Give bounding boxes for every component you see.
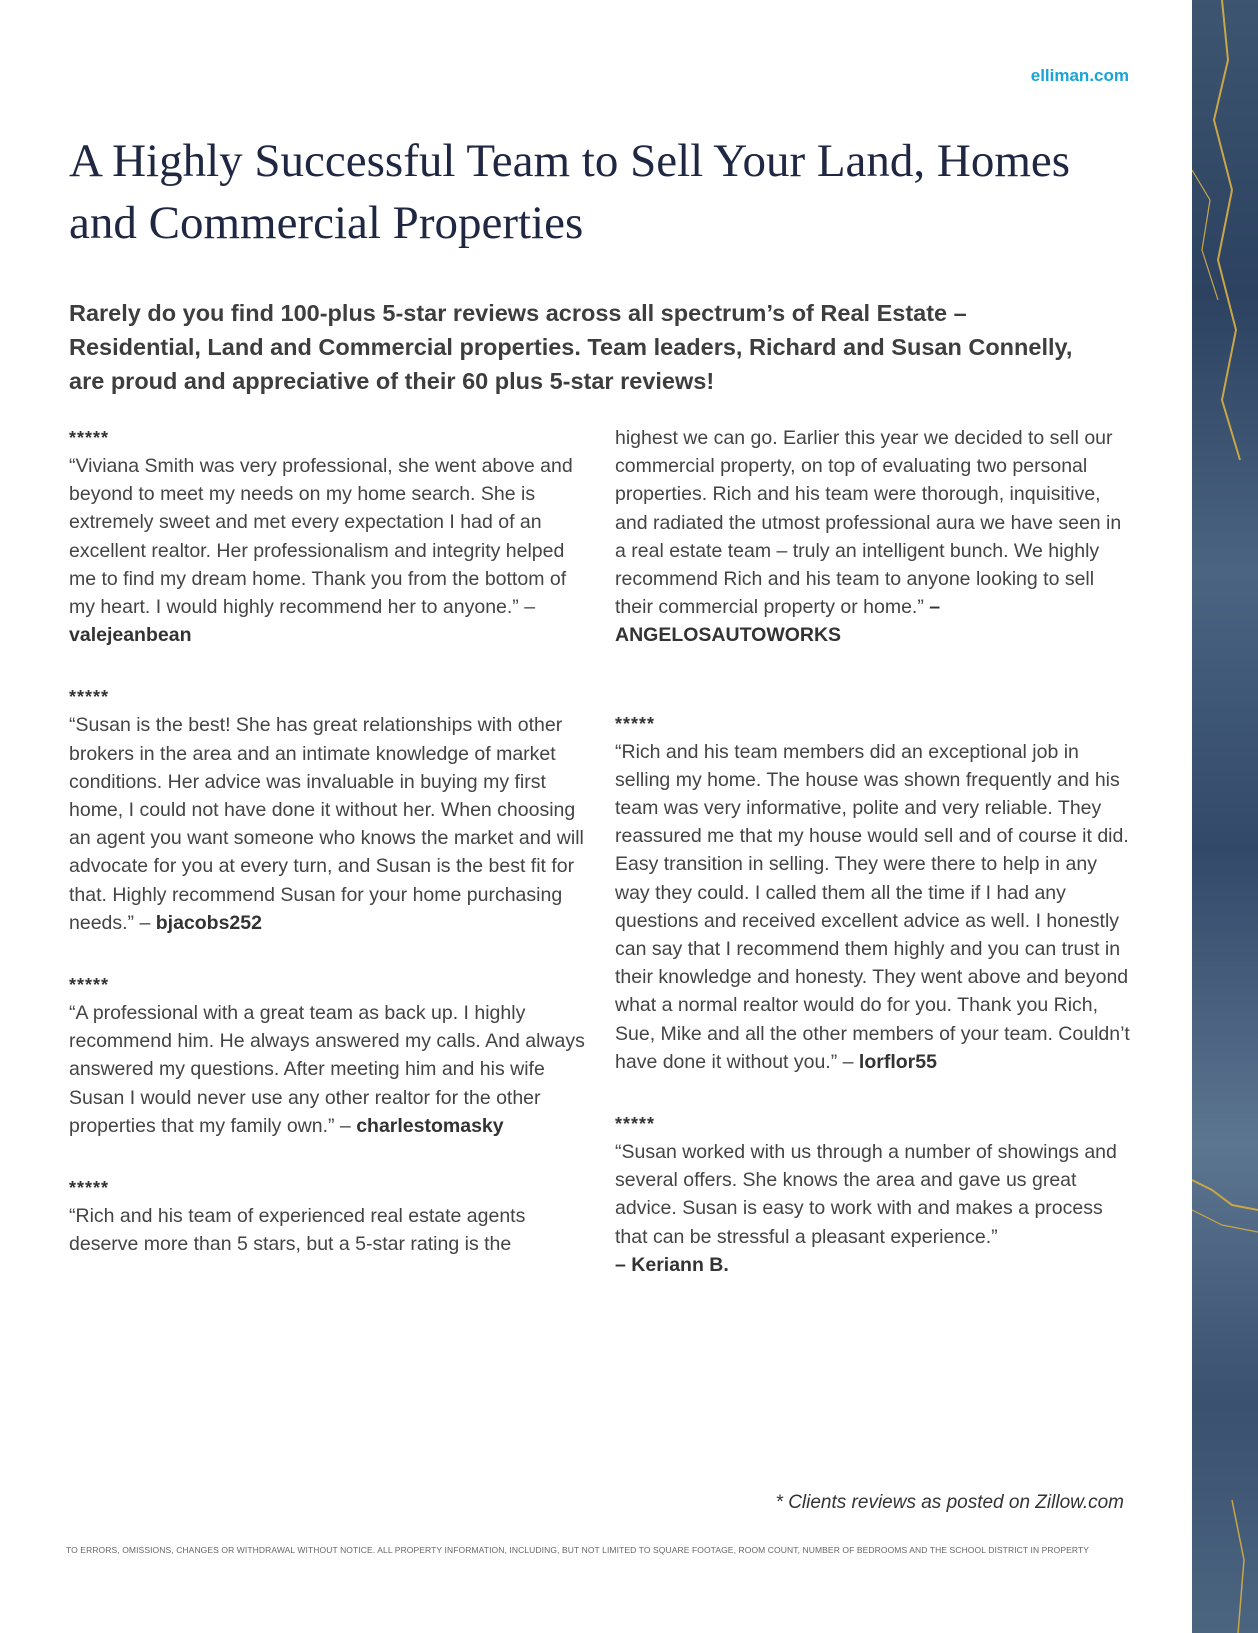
review-card-continued [615,424,1135,650]
star-rating: ***** [69,687,110,708]
review-author: – Keriann B. [615,1253,729,1276]
source-footnote: * Clients reviews as posted on Zillow.com [775,1492,1124,1513]
review-card [69,1174,589,1258]
review-author: valejeanbean [69,624,192,647]
reviews-column-right [615,424,1135,1313]
star-rating: ***** [69,1178,110,1199]
review-author: – ANGELOSAUTOWORKS [615,596,941,647]
review-text: “Susan is the best! She has great relationships with other brokers in the area and an intimate knowledge of market conditions. Her advice was invaluable in buying my first home, I could not have done it without her. When choosing an agent you want someone who knows the market and will advocate for you at every turn, and Susan is the best fit for that. Highly recommend Susan for your home purchasing needs.” – [69,714,584,934]
review-author: lorflor55 [858,1050,937,1073]
review-text: “Susan worked with us through a number of showings and several offers. She knows the area and gave us great advice. Susan is easy to work with and makes a process that can be stressful a pleasant experience.” [615,1141,1117,1248]
star-rating: ***** [69,975,110,996]
review-text: “Viviana Smith was very professional, she went above and beyond to meet my needs on my home search. She is extremely sweet and met every expectation I had of an excellent realtor. Her professionalism and integrity helped me to find my dream home. Thank you from the bottom of my heart. I would highly recommend her to anyone.” – [69,455,573,619]
star-rating: ***** [615,1114,656,1135]
review-text-end: highest we can go. Earlier this year we decided to sell our commercial property, on top of evaluating two personal properties. Rich and his team were thorough, inquisitive, and radiated the utmost professional aura we have seen in a real estate team – truly an intelligent bunch. We highly recommend Rich and his team to anyone looking to sell their commercial property or home.” [615,427,1122,619]
review-text-start: “Rich and his team of experienced real estate agents deserve more than 5 stars, but a 5-star rating is the [69,1205,526,1256]
gold-vein-art [1192,0,1258,1633]
intro-paragraph: Rarely do you find 100-plus 5-star reviews across all spectrum’s of Real Estate – Residential, Land and Commercial properties. Team leaders, Richard and Susan Connelly, are proud and appreciative of their 60 plus 5-star reviews! [69,300,1073,394]
reviews-column-left [69,424,589,1292]
review-author: bjacobs252 [155,911,262,934]
review-card [615,1110,1135,1279]
review-card [69,424,589,649]
review-author: charlestomasky [356,1114,504,1137]
review-card [615,710,1135,1076]
review-card [69,683,589,937]
star-rating: ***** [615,713,656,734]
review-text: “Rich and his team members did an exceptional job in selling my home. The house was shown frequently and his team was very informative, polite and very reliable. They reassured me that my house would sell and of course it did. Easy transition in selling. They were there to help in any way they could. I called them all the time if I had any questions and received excellent advice as well. I honestly can say that I recommend them highly and you can trust in their knowledge and honesty. They went above and beyond what a normal realtor would do for you. Thank you Rich, Sue, Mike and all the other members of your team. Couldn’t have done it without you.” – [615,740,1130,1073]
star-rating: ***** [69,428,110,448]
legal-disclaimer: TO ERRORS, OMISSIONS, CHANGES OR WITHDRAWAL WITHOUT NOTICE. ALL PROPERTY INFORMATION, INCLUDING, BUT NOT LIMITED TO SQUARE FOOTAGE, ROOM COUNT, NUMBER OF BEDROOMS AND THE SCHOOL DISTRICT IN PROPERTY [66,1545,1090,1555]
decorative-marble-strip [1192,0,1258,1633]
review-card [69,971,589,1140]
review-text: “A professional with a great team as back up. I highly recommend him. He always answered my calls. And always answered my questions. After meeting him and his wife Susan I would never use any other realtor for the other properties that my family own.” – [69,1002,585,1137]
site-link[interactable]: elliman.com [1030,66,1129,85]
page-title: A Highly Successful Team to Sell Your Land, Homes and Commercial Properties [69,135,1071,249]
